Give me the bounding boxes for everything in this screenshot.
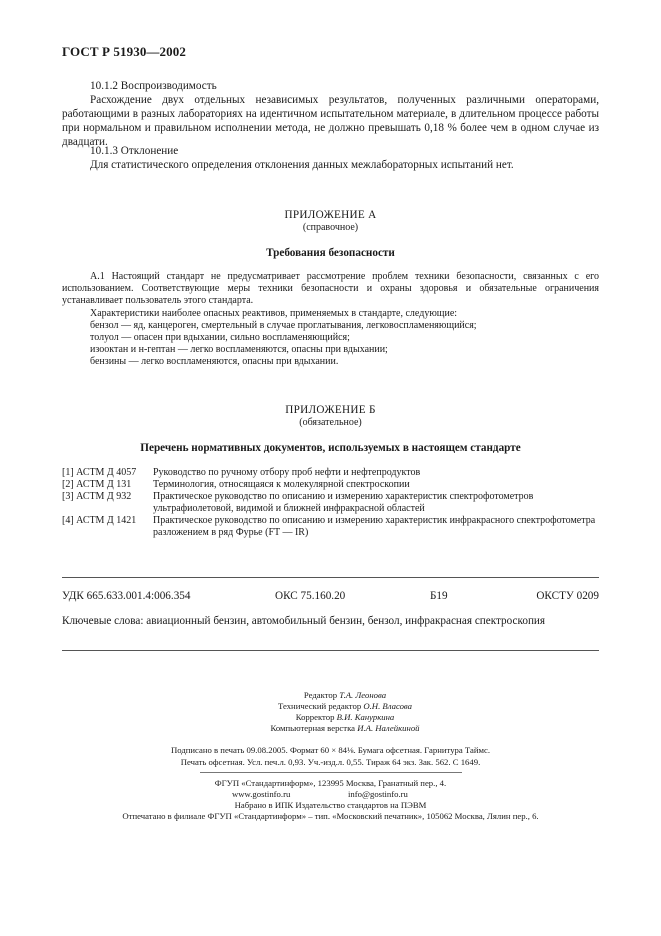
oks-code: ОКС 75.160.20	[275, 590, 346, 602]
typeset-info: Набрано в ИПК Издательство стандартов на ПЭВМ	[234, 800, 427, 810]
section-10-1-3-text: Для статистического определения отклонения данных межлабораторных испытаний нет.	[90, 159, 514, 171]
reference-number: [1] АСТМ Д 4057	[62, 467, 137, 478]
separator-line	[62, 650, 599, 651]
appendix-a-status: (справочное)	[302, 222, 359, 233]
publisher-email[interactable]: info@gostinfo.ru	[348, 789, 408, 799]
appendix-b-status: (обязательное)	[299, 417, 362, 428]
reference-number: [3] АСТМ Д 932	[62, 491, 132, 502]
print-info-line: Подписано в печать 09.08.2005. Формат 60 × 84⅛. Бумага офсетная. Гарнитура Таймс.	[170, 745, 491, 755]
separator-line	[62, 577, 599, 578]
hazard-item: толуол — опасен при вдыхании, сильно воспламеняющийся;	[90, 332, 350, 343]
credit-line: Корректор В.И. Кануркина	[295, 712, 395, 722]
reference-text: Практическое руководство по описанию и измерению характеристик инфракрасного спектрофотометра разложением в ряд Фурье (FT — IR)	[153, 515, 596, 538]
print-info-line: Печать офсетная. Усл. печ.л. 0,93. Уч.-изд.л. 0,55. Тираж 64 экз. Зак. 562. С 1649.	[180, 757, 481, 767]
appendix-a-paragraph-1: А.1 Настоящий стандарт не предусматривает рассмотрение проблем техники безопасности, связанных с его использованием. Соответствующие меры техники безопасности и охраны здоровья и обязательные ограничения устанавливает пользователь этого стандарта.	[62, 271, 599, 306]
separator-line	[200, 772, 462, 773]
credit-line: Компьютерная верстка И.А. Налейкиной	[270, 723, 420, 733]
keywords: Ключевые слова: авиационный бензин, автомобильный бензин, бензол, инфракрасная спектроскопия	[62, 615, 546, 627]
section-10-1-2-heading: 10.1.2 Воспроизводимость	[90, 80, 217, 92]
appendix-a-heading: Требования безопасности	[266, 247, 395, 259]
section-10-1-3-heading: 10.1.3 Отклонение	[90, 145, 179, 157]
reference-text: Практическое руководство по описанию и измерению характеристик спектрофотометров ультрафиолетовой, видимой и ближней инфракрасной областей	[153, 491, 534, 514]
appendix-a-paragraph-2: Характеристики наиболее опасных реактивов, применяемых в стандарте, следующие:	[90, 308, 458, 319]
appendix-a-title: ПРИЛОЖЕНИЕ А	[284, 209, 377, 221]
b-code: Б19	[430, 590, 448, 602]
page-header-title: ГОСТ Р 51930—2002	[62, 44, 186, 59]
appendix-b-title: ПРИЛОЖЕНИЕ Б	[285, 404, 376, 416]
udk-code: УДК 665.633.001.4:006.354	[62, 590, 191, 602]
reference-number: [2] АСТМ Д 131	[62, 479, 132, 490]
appendix-b-heading: Перечень нормативных документов, используемых в настоящем стандарте	[140, 442, 521, 454]
reference-text: Терминология, относящаяся к молекулярной спектроскопии	[153, 479, 410, 490]
section-10-1-2-text: Расхождение двух отдельных независимых результатов, полученных различными операторами, работающими в разных лабораториях на идентичном испытательном материале, в длительном процессе работы при нормальном и правильном исполнении метода, не должно превышать 0,18 % более чем в одном случае из двадцати.	[62, 94, 599, 148]
hazard-item: бензол — яд, канцероген, смертельный в случае проглатывания, легковоспламеняющийся;	[90, 320, 477, 331]
printer-info: Отпечатано в филиале ФГУП «Стандартинформ» – тип. «Московский печатник», 105062 Москва, Лялин пер., 6.	[122, 811, 539, 821]
credit-line: Технический редактор О.Н. Власова	[277, 701, 412, 711]
reference-text: Руководство по ручному отбору проб нефти и нефтепродуктов	[153, 467, 421, 478]
reference-number: [4] АСТМ Д 1421	[62, 515, 137, 526]
publisher-address: ФГУП «Стандартинформ», 123995 Москва, Гранатный пер., 4.	[214, 778, 447, 788]
credit-line: Редактор Т.А. Леонова	[303, 690, 387, 700]
hazard-item: изооктан и н-гептан — легко воспламеняются, опасны при вдыхании;	[90, 344, 388, 355]
publisher-website[interactable]: www.gostinfo.ru	[232, 789, 291, 799]
hazard-item: бензины — легко воспламеняются, опасны при вдыхании.	[90, 356, 339, 367]
okstu-code: ОКСТУ 0209	[536, 590, 599, 602]
